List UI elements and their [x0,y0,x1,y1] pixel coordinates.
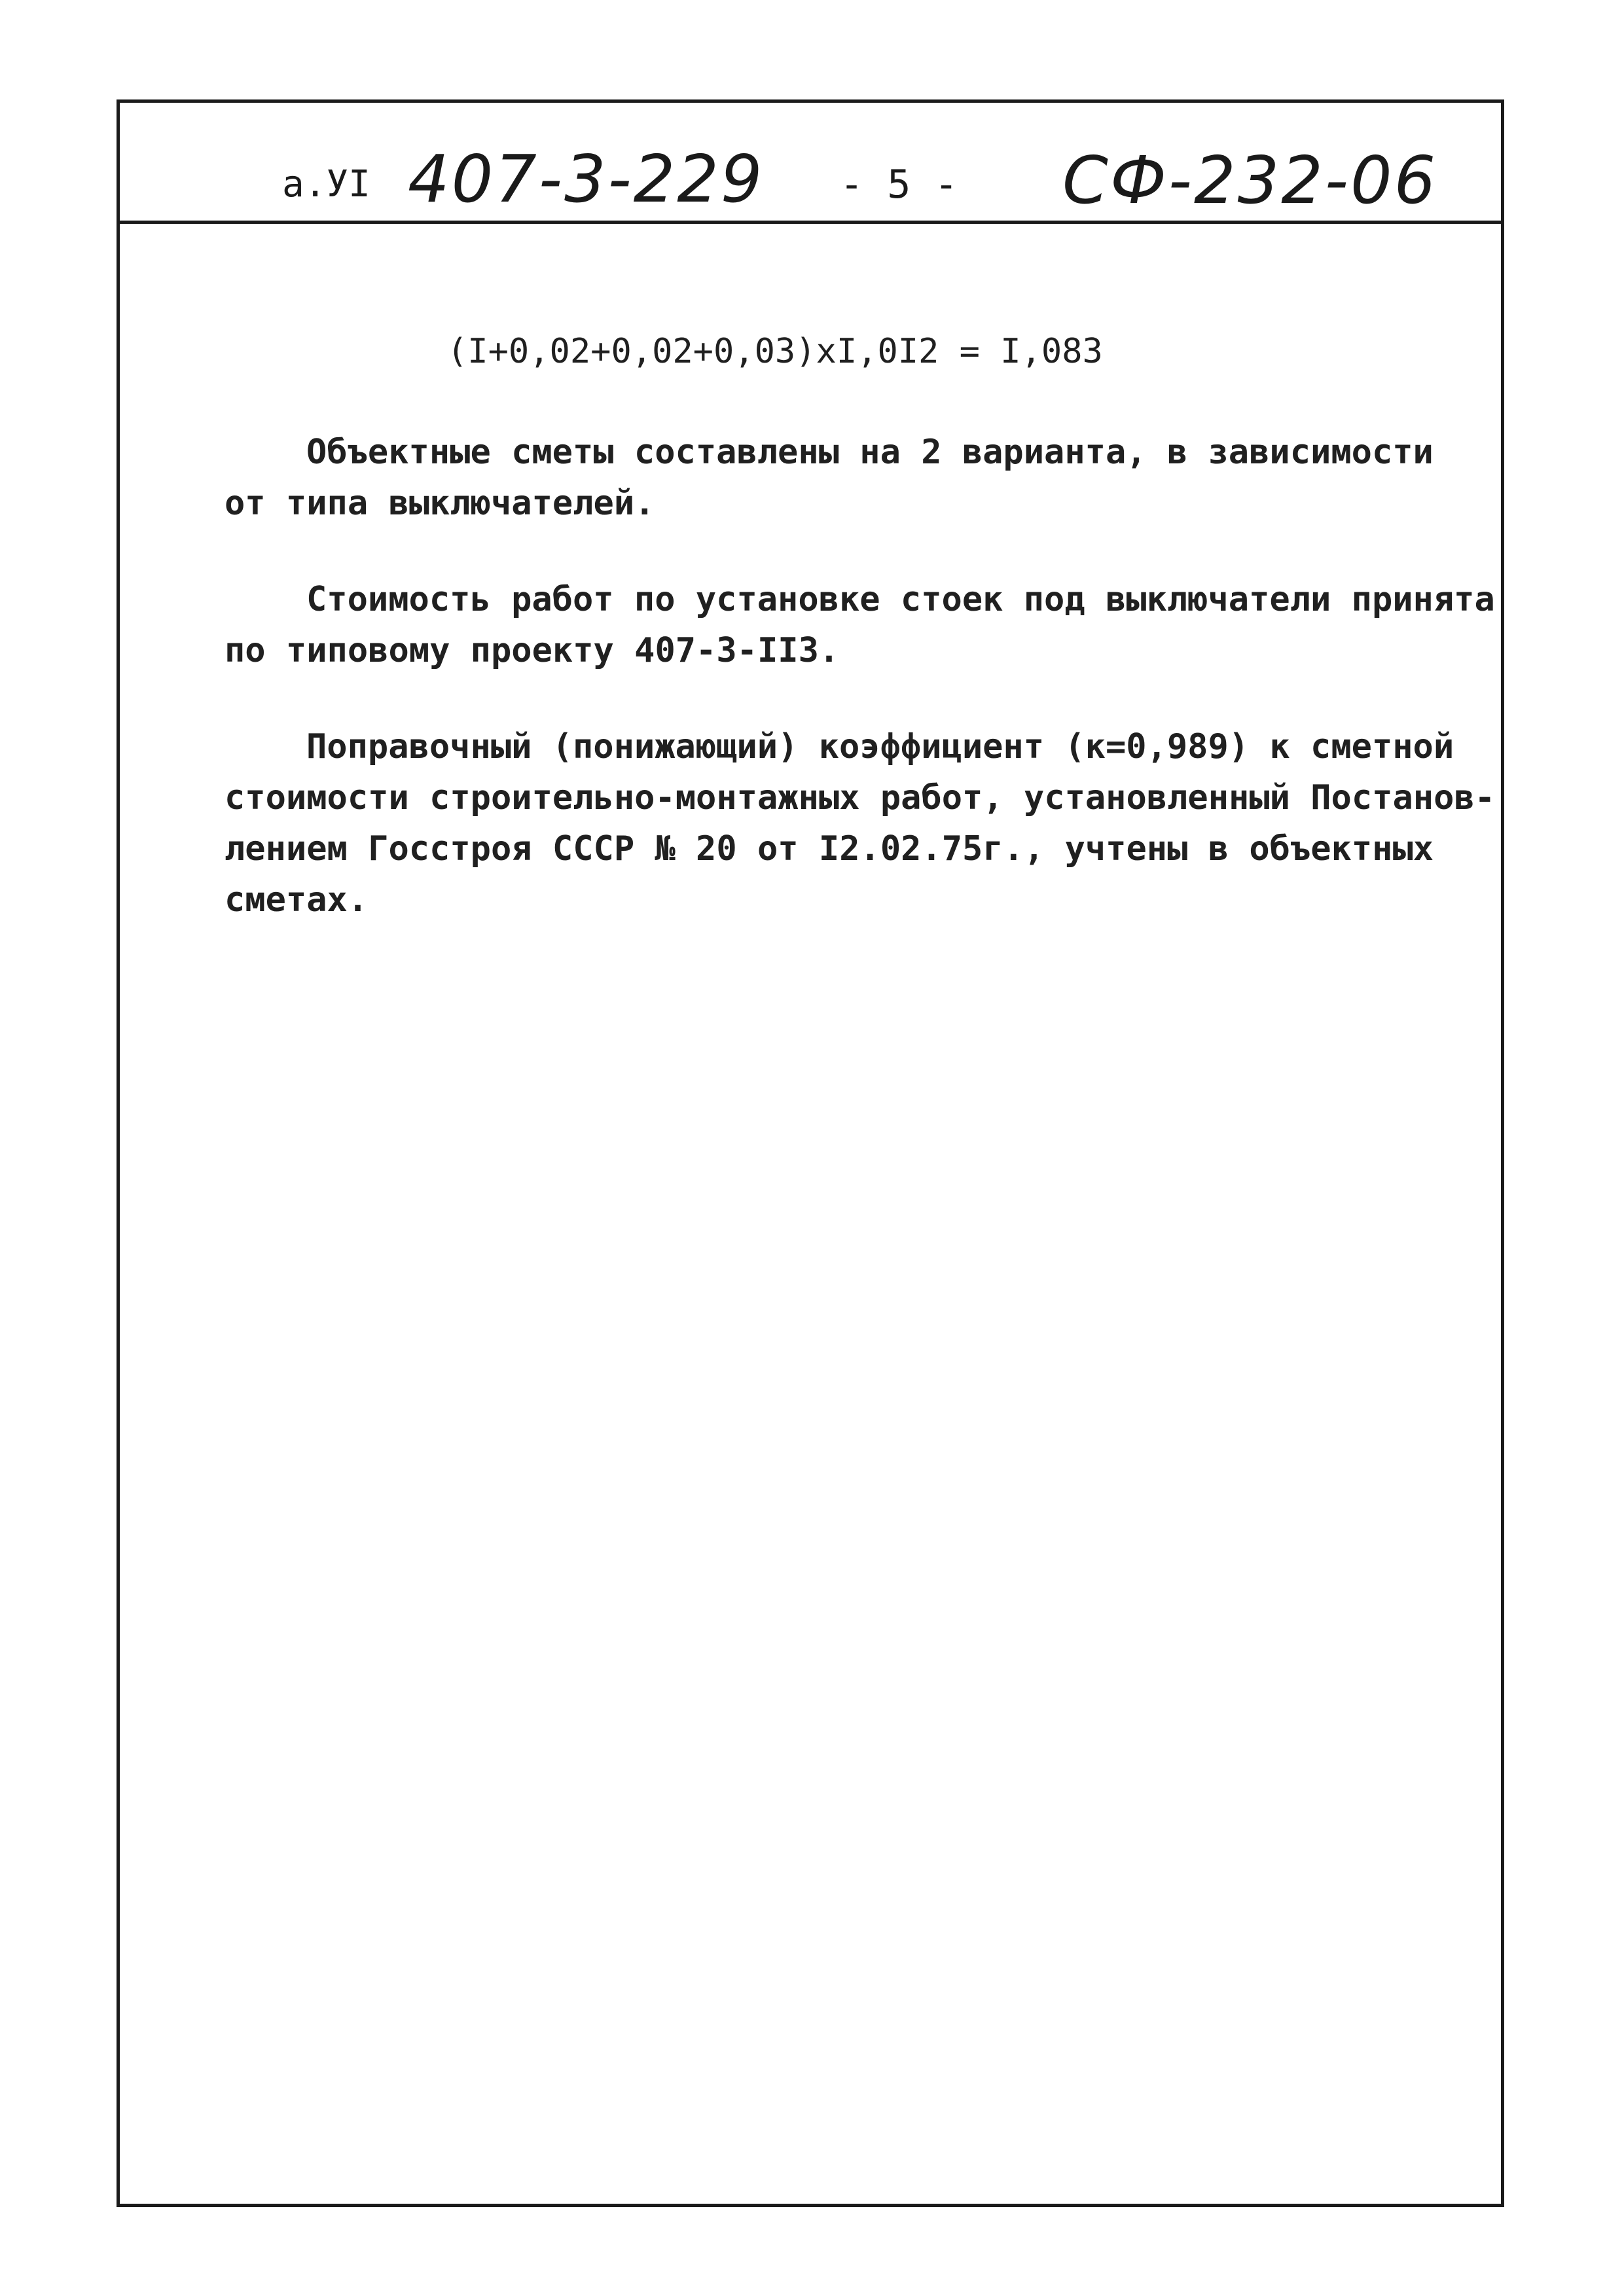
coefficient-formula: (I+0,02+0,02+0,03)xI,0I2 = I,083 [447,332,1103,371]
paragraph-line: от типа выключателей. [225,484,655,523]
paragraph-line: сметах. [225,880,369,920]
document-code: СФ-232-06 [1062,142,1438,219]
paragraph-line: по типовому проекту 407-3-II3. [225,631,840,670]
paragraph-work-cost [225,574,1501,676]
paragraph-line: лением Госстроя СССР № 20 от I2.02.75г., учтены в объектных [225,829,1434,869]
title-block [120,103,1501,224]
paragraph-variants [225,427,1501,529]
paragraph-line: Стоимость работ по установке стоек под выключатели принята [306,580,1495,619]
project-number: 407-3-229 [408,141,765,217]
paragraph-correction-coefficient [225,721,1501,925]
page-number: - 5 - [840,162,958,207]
paragraph-line: стоимости строительно-монтажных работ, установленный Постанов- [225,778,1496,817]
paragraph-line: Поправочный (понижающий) коэффициент (к=0,989) к сметной [306,727,1454,766]
paragraph-line: Объектные сметы составлены на 2 варианта, в зависимости [306,433,1434,472]
page-frame [117,99,1504,2207]
album-label: а.УI [282,163,370,206]
